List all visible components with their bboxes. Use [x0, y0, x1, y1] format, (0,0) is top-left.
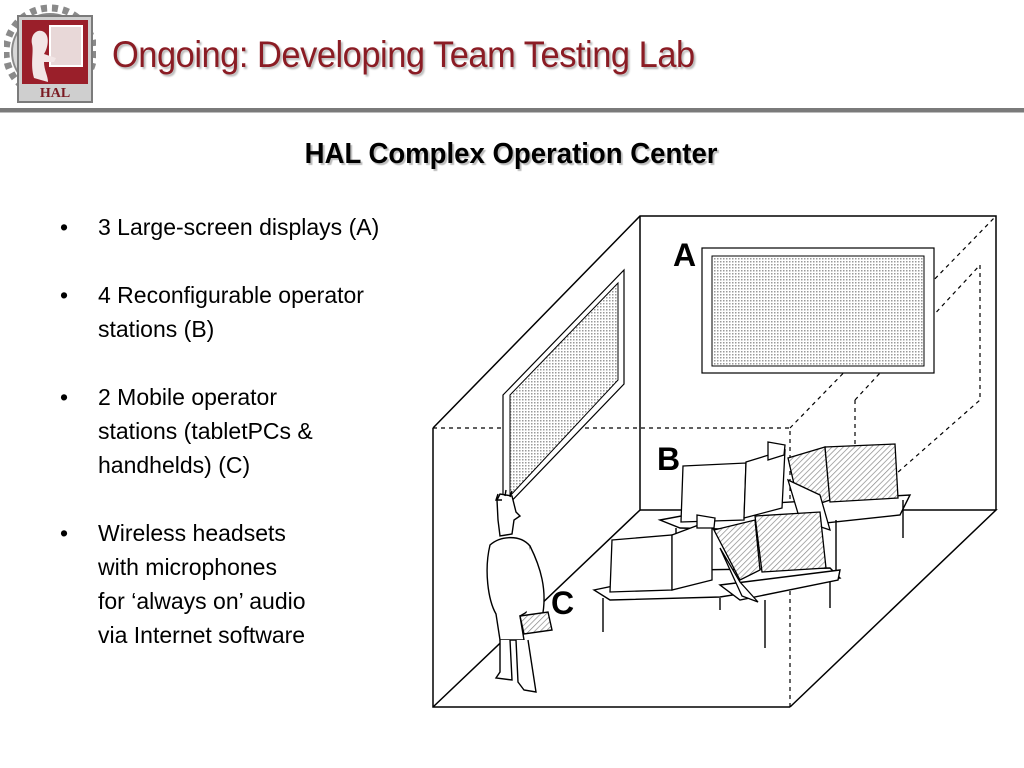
bullet-list	[60, 210, 440, 686]
bullet-item: • 3 Large-screen displays (A)	[60, 210, 440, 244]
page-title: Ongoing: Developing Team Testing Lab	[112, 34, 695, 75]
bullet-item: • 4 Reconfigurable operator stations (B)	[60, 278, 440, 346]
bullet-item: • 2 Mobile operator stations (tabletPCs & handhelds) (C)	[60, 380, 440, 482]
slide-subtitle: HAL Complex Operation Center	[304, 138, 718, 170]
person-with-tablet	[487, 490, 552, 692]
label-a: A	[673, 237, 697, 273]
tablet-icon	[520, 612, 552, 634]
hal-logo	[4, 4, 96, 104]
logo-text: HAL	[39, 86, 71, 101]
operation-center-diagram	[420, 200, 1024, 720]
title-divider	[0, 108, 1024, 113]
bullet-item: • Wireless headsets with microphones for ‘always on’ audio via Internet software	[60, 516, 440, 652]
large-screen-a	[702, 248, 934, 373]
label-b: B	[657, 441, 681, 477]
large-screen-left-wall	[503, 270, 624, 510]
label-c: C	[551, 585, 575, 621]
